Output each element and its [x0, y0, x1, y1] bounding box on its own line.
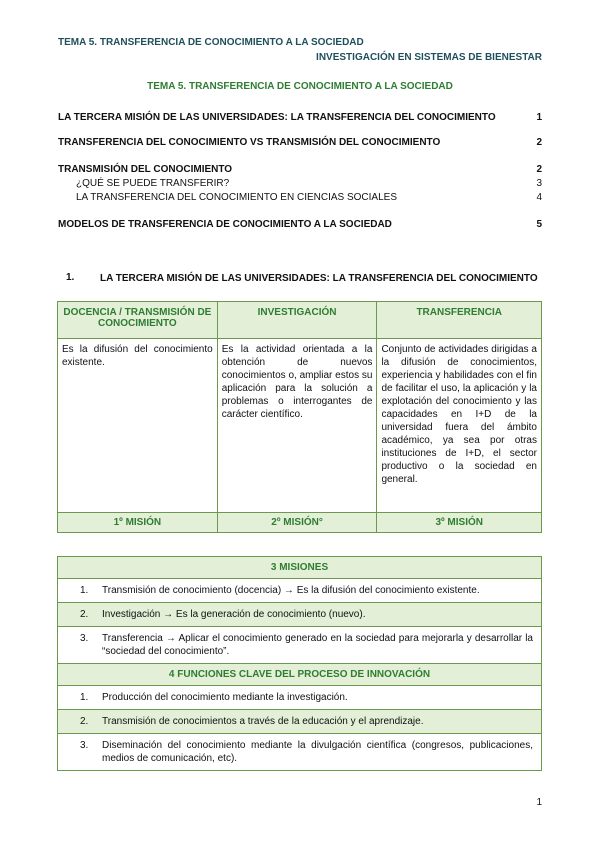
toc-entry-page: 1: [536, 112, 542, 123]
toc-entry-text: MODELOS DE TRANSFERENCIA DE CONOCIMIENTO A LA SOCIEDAD: [58, 219, 392, 230]
list-item-text: Transferencia → Aplicar el conocimiento generado en la sociedad para mejorarla y desarrollar la “sociedad del conocimiento”.: [102, 633, 533, 657]
column-header-transferencia: TRANSFERENCIA: [377, 302, 542, 339]
toc-entry[interactable]: [58, 164, 542, 175]
section-heading: [58, 272, 542, 286]
toc-entry-text: TRANSFERENCIA DEL CONOCIMIENTO VS TRANSMISIÓN DEL CONOCIMIENTO: [58, 137, 441, 148]
missions-table: [57, 301, 542, 533]
toc-entry[interactable]: [58, 137, 542, 148]
list-item-number: 2.: [80, 609, 89, 620]
footer-mission-2: 2º MISIÓN°: [217, 513, 377, 533]
footer-mission-3: 3º MISIÓN: [377, 513, 542, 533]
list-item-number: 2.: [80, 716, 89, 727]
list-item: [58, 579, 542, 603]
summary-heading-functions: 4 FUNCIONES CLAVE DEL PROCESO DE INNOVACIÓN: [58, 664, 542, 686]
running-header-subject: INVESTIGACIÓN EN SISTEMAS DE BIENESTAR: [316, 52, 542, 63]
summary-heading-missions: 3 MISIONES: [58, 557, 542, 579]
list-item-text: Investigación → Es la generación de conocimiento (nuevo).: [102, 609, 366, 620]
toc-entry-text: LA TRANSFERENCIA DEL CONOCIMIENTO EN CIENCIAS SOCIALES: [76, 192, 398, 203]
column-header-docencia: DOCENCIA / TRANSMISIÓN DE CONOCIMIENTO: [58, 302, 218, 339]
list-item-number: 3.: [80, 740, 89, 751]
section-number: 1.: [66, 272, 75, 283]
cell-transferencia: Conjunto de actividades dirigidas a la difusión de conocimientos, experiencia y habilidades con el fin de facilitar el uso, la aplicación y la explotación del conocimiento y las capacidades en I+D de la universidad fuera del ámbito académico, ya sea por otras instituciones de I+D, el sector productivo o la sociedad en general.: [377, 339, 542, 513]
list-item-text: Transmisión de conocimientos a través de la educación y el aprendizaje.: [102, 716, 424, 727]
summary-table: [57, 556, 542, 771]
list-item-number: 3.: [80, 633, 89, 644]
cell-investigacion: Es la actividad orientada a la obtención de nuevos conocimientos o, ampliar estos su aplicación para la solución a problemas o interrogantes de carácter científico.: [217, 339, 377, 513]
list-item-text: Diseminación del conocimiento mediante la divulgación científica (congresos, publicaciones, medios de comunicación, etc).: [102, 740, 533, 764]
list-item: [58, 710, 542, 734]
section-title: LA TERCERA MISIÓN DE LAS UNIVERSIDADES: LA TRANSFERENCIA DEL CONOCIMIENTO: [100, 273, 538, 284]
footer-mission-1: 1º MISIÓN: [58, 513, 218, 533]
list-item: [58, 686, 542, 710]
list-item-text: Transmisión de conocimiento (docencia) → Es la difusión del conocimiento existente.: [102, 585, 480, 596]
toc-entry-page: 2: [536, 164, 542, 175]
toc-entry-text: LA TERCERA MISIÓN DE LAS UNIVERSIDADES: LA TRANSFERENCIA DEL CONOCIMIENTO: [58, 112, 496, 123]
toc-entry-page: 5: [536, 219, 542, 230]
list-item-text: Producción del conocimiento mediante la investigación.: [102, 692, 348, 703]
running-header-title: TEMA 5. TRANSFERENCIA DE CONOCIMIENTO A LA SOCIEDAD: [58, 37, 364, 48]
list-item: [58, 734, 542, 771]
cell-docencia: Es la difusión del conocimiento existente.: [58, 339, 218, 513]
toc-subentry[interactable]: [58, 178, 542, 189]
toc-entry[interactable]: [58, 112, 542, 123]
toc-entry-text: TRANSMISIÓN DEL CONOCIMIENTO: [58, 164, 233, 175]
toc-subentry[interactable]: [58, 192, 542, 203]
page-number: 1: [536, 797, 542, 808]
list-item-number: 1.: [80, 585, 89, 596]
toc-entry[interactable]: [58, 219, 542, 230]
column-header-investigacion: INVESTIGACIÓN: [217, 302, 377, 339]
table-of-contents: [58, 112, 542, 230]
list-item: [58, 627, 542, 664]
list-item-number: 1.: [80, 692, 89, 703]
toc-entry-page: 2: [536, 137, 542, 148]
toc-entry-text: ¿QUÉ SE PUEDE TRANSFERIR?: [76, 178, 230, 189]
list-item: [58, 603, 542, 627]
toc-entry-page: 4: [536, 192, 542, 203]
document-title: TEMA 5. TRANSFERENCIA DE CONOCIMIENTO A LA SOCIEDAD: [147, 81, 453, 92]
toc-entry-page: 3: [536, 178, 542, 189]
